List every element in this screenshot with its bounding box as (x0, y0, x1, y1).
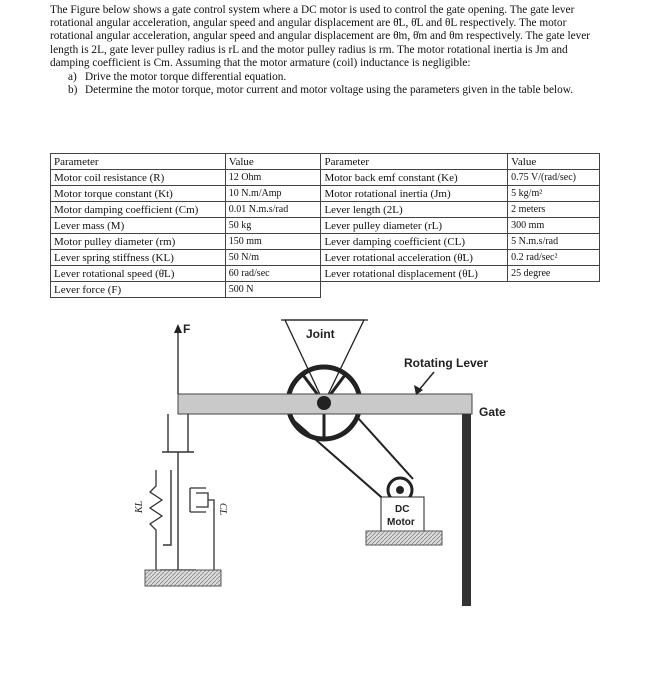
table-cell: 50 kg (225, 218, 321, 234)
table-cell: Lever rotational acceleration (θ̈L) (321, 250, 508, 266)
table-cell: Lever spring stiffness (KL) (51, 250, 226, 266)
damper-label: CL (217, 503, 228, 516)
header-value: Value (508, 154, 600, 170)
table-cell: Lever rotational displacement (θL) (321, 266, 508, 282)
rotating-lever-label: Rotating Lever (404, 356, 489, 370)
table-cell: Lever pulley diameter (rL) (321, 218, 508, 234)
table-cell: Motor damping coefficient (Cm) (51, 202, 226, 218)
table-cell: 300 mm (508, 218, 600, 234)
motor-ground (366, 531, 442, 545)
table-cell: 150 mm (225, 234, 321, 250)
lever-arrow (414, 372, 434, 395)
joint-pivot (317, 396, 331, 410)
joint-label: Joint (306, 327, 335, 341)
task-text: Drive the motor torque differential equation. (85, 71, 287, 84)
gate-label: Gate (479, 405, 506, 419)
table-cell: Lever force (F) (51, 282, 226, 298)
table-cell: Motor pulley diameter (rm) (51, 234, 226, 250)
task-text: Determine the motor torque, motor current and motor voltage using the parameters given in the table below. (85, 84, 574, 97)
task-label: b) (68, 84, 78, 97)
motor-label-line2: Motor (387, 517, 415, 528)
spring (150, 470, 162, 570)
damper (190, 488, 214, 570)
problem-intro: The Figure below shows a gate control system where a DC motor is used to control the gate opening. The gate lever rotational angular acceleration, angular speed and angular displacement are θ̈L, θ̇L and θL respectively. The motor rotational angular acceleration, angular speed and angular displacement are θ̈m, θ̇m and θm respectively. The gate lever length is 2L, gate lever pulley radius is rL and the motor pulley radius is rm. The motor rotational inertia is Jm and damping coefficient is Cm. Assuming that the motor armature (coil) inductance is negligible: (50, 4, 591, 69)
table-cell: Motor rotational inertia (Jm) (321, 186, 508, 202)
table-cell: Lever mass (M) (51, 218, 226, 234)
force-arrow (174, 324, 182, 394)
table-cell: Lever damping coefficient (CL) (321, 234, 508, 250)
motor-label-line1: DC (395, 504, 410, 515)
table-cell: 0.01 N.m.s/rad (225, 202, 321, 218)
header-value: Value (225, 154, 321, 170)
gate-post (462, 414, 471, 606)
table-cell: Motor torque constant (Kt) (51, 186, 226, 202)
table-cell: Motor back emf constant (Ke) (321, 170, 508, 186)
table-cell: 12 Ohm (225, 170, 321, 186)
header-parameter: Parameter (321, 154, 508, 170)
table-cell: 0.75 V/(rad/sec) (508, 170, 600, 186)
table-cell: 25 degree (508, 266, 600, 282)
force-label: F (183, 322, 191, 336)
header-parameter: Parameter (51, 154, 226, 170)
table-cell: Motor coil resistance (R) (51, 170, 226, 186)
motor-shaft (396, 486, 404, 494)
table-cell: Lever rotational speed (θ̇L) (51, 266, 226, 282)
spring-ground (145, 570, 221, 586)
table-cell: 5 N.m.s/rad (508, 234, 600, 250)
table-cell: 10 N.m/Amp (225, 186, 321, 202)
table-cell: 5 kg/m² (508, 186, 600, 202)
table-cell: 500 N (225, 282, 321, 298)
task-label: a) (68, 71, 77, 84)
table-cell: 0.2 rad/sec² (508, 250, 600, 266)
table-cell: 60 rad/sec (225, 266, 321, 282)
table-cell: Lever length (2L) (321, 202, 508, 218)
belt (291, 418, 413, 503)
table-cell: 2 meters (508, 202, 600, 218)
spring-label: KL (134, 500, 145, 513)
table-cell: 50 N/m (225, 250, 321, 266)
